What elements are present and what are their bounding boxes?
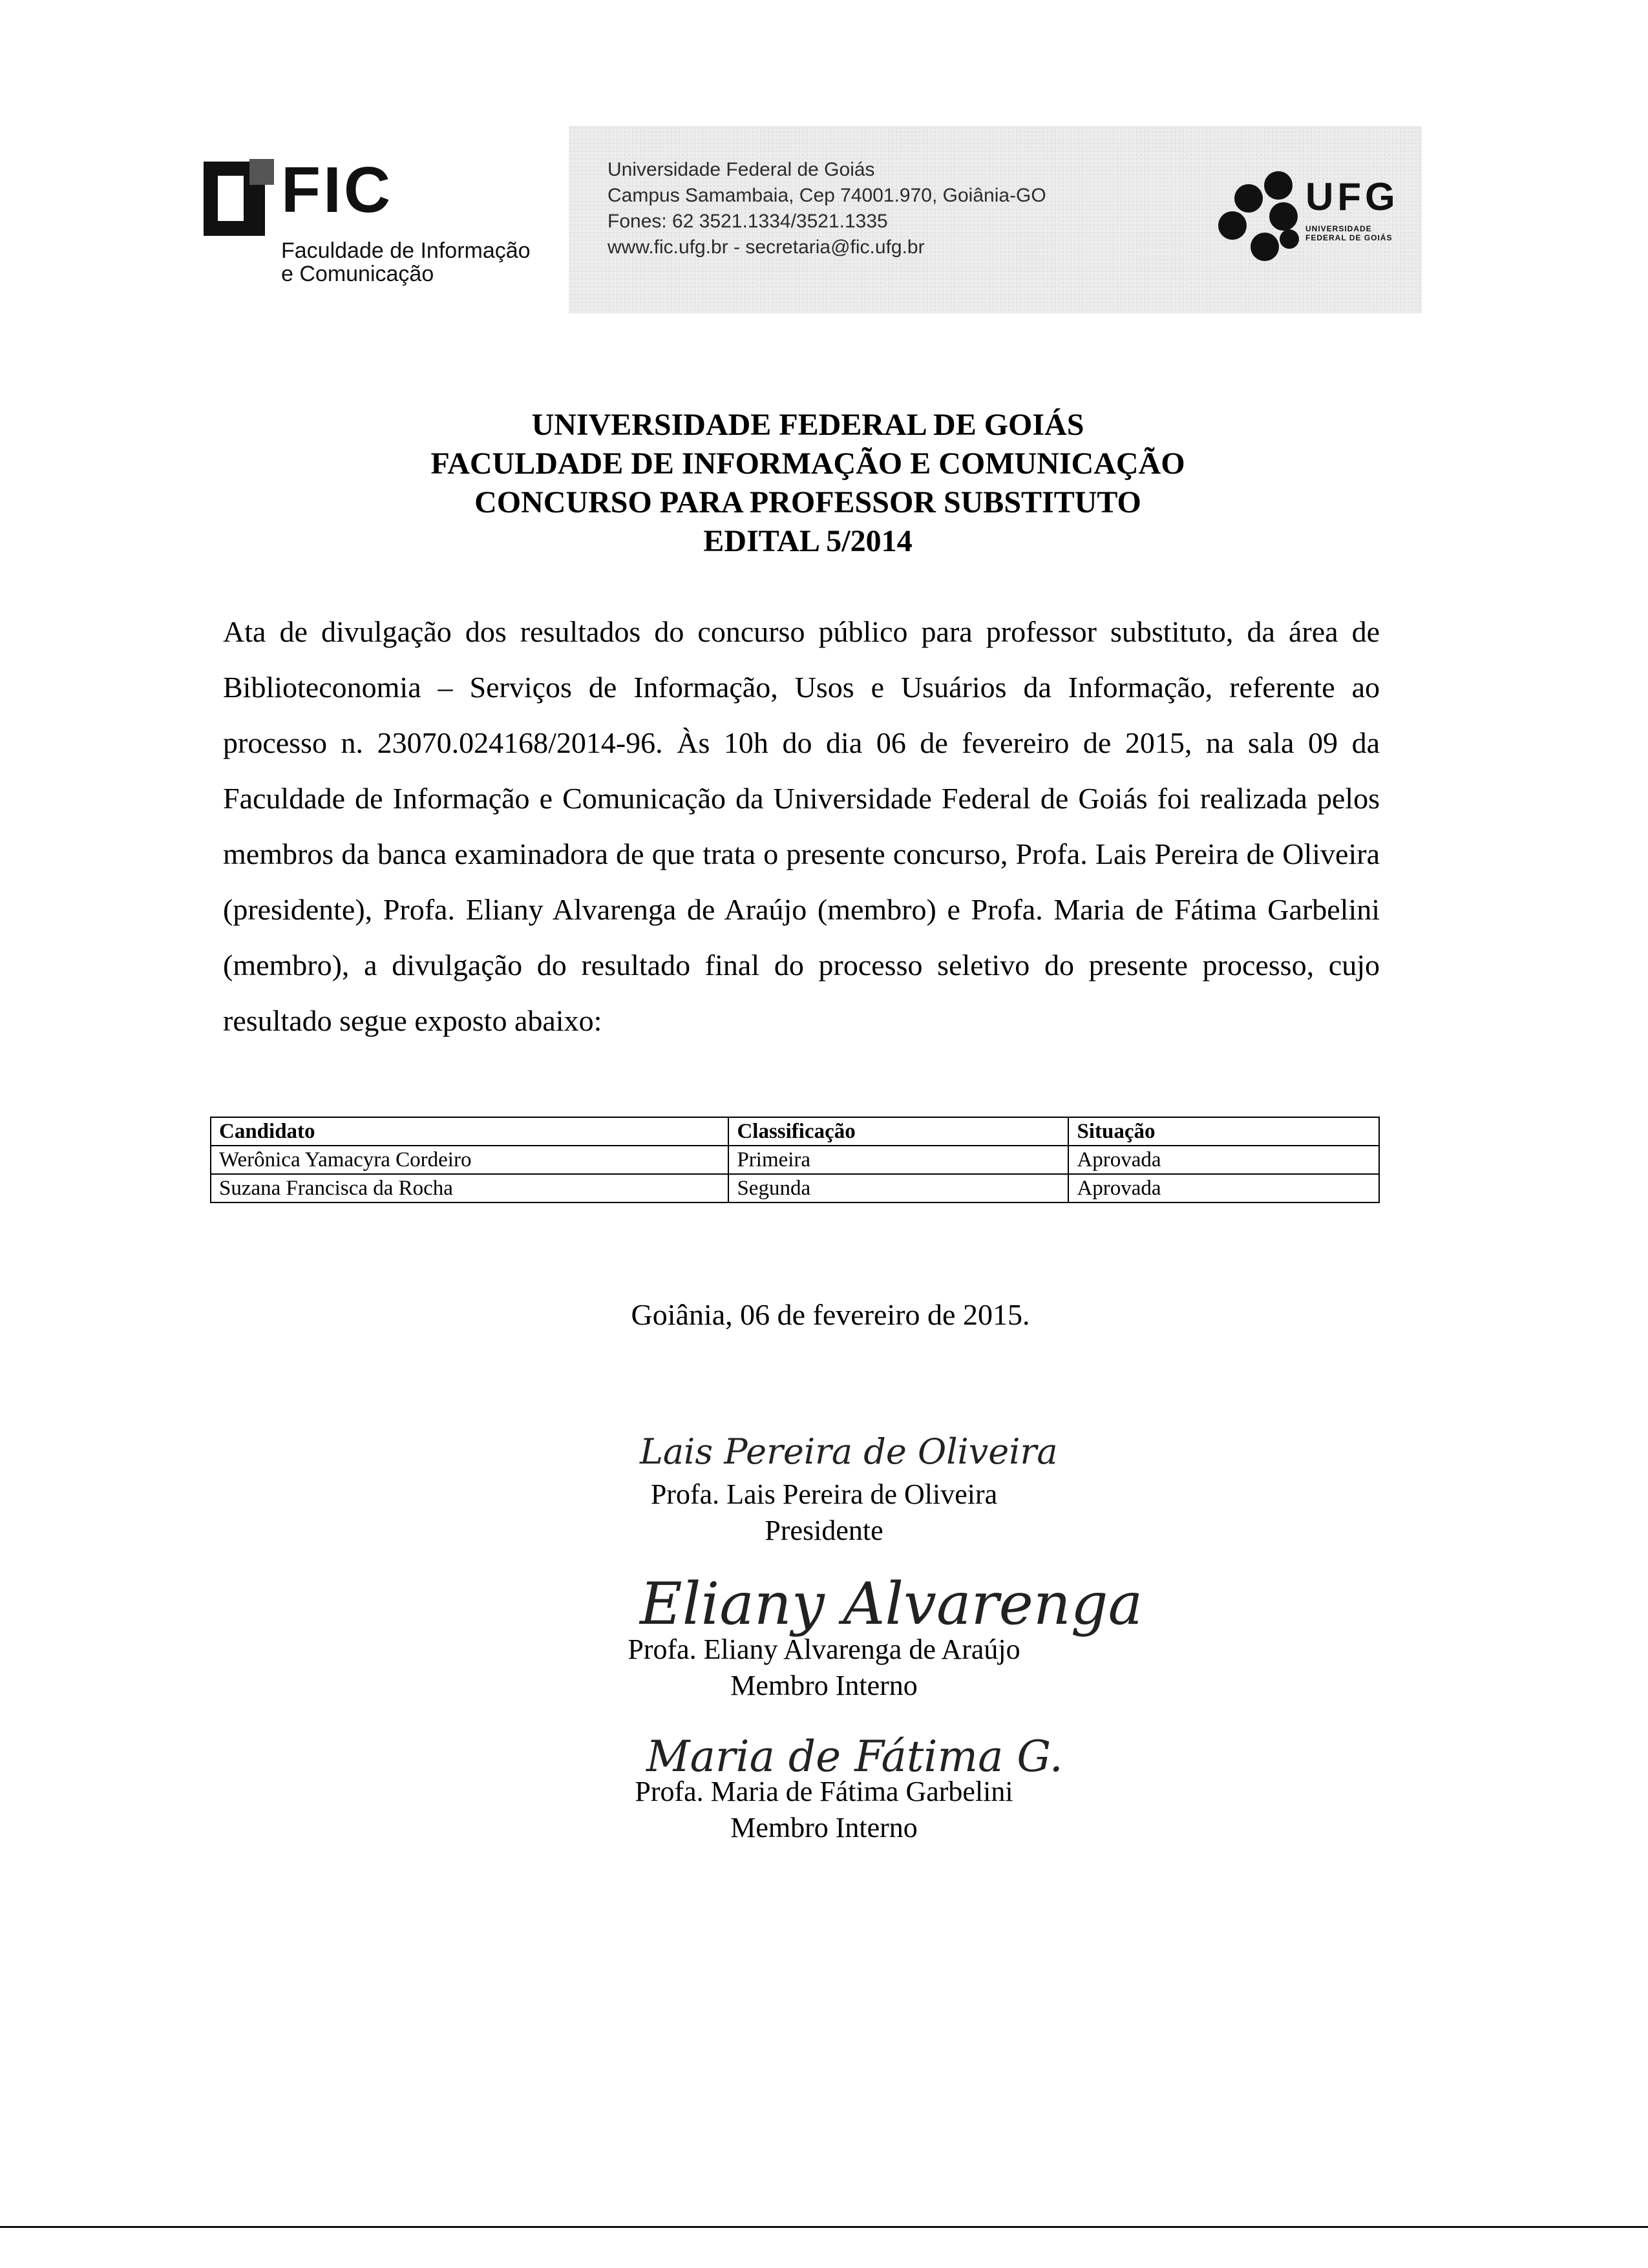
fic-logo-mark-icon (204, 162, 265, 236)
cell-candidate: Suzana Francisca da Rocha (211, 1174, 728, 1202)
address-line-web-email: www.fic.ufg.br - secretaria@fic.ufg.br (607, 236, 925, 258)
cell-candidate: Werônica Yamacyra Cordeiro (211, 1146, 728, 1174)
fic-subtitle-line-2: e Comunicação (281, 262, 434, 286)
signature-handwritten-3: Maria de Fátima G. (646, 1732, 1063, 1781)
fic-logo-name: FIC (281, 154, 394, 226)
signatory-3-role: Membro Interno (730, 1812, 918, 1843)
address-line-university: Universidade Federal de Goiás (607, 159, 875, 180)
cell-status: Aprovada (1068, 1174, 1379, 1202)
place-date: Goiânia, 06 de fevereiro de 2015. (631, 1298, 1030, 1331)
document-title (0, 406, 1648, 561)
signature-handwritten-2: Eliany Alvarenga (640, 1570, 1143, 1638)
signatory-1 (501, 1476, 1147, 1549)
address-line-campus: Campus Samambaia, Cep 74001.970, Goiânia-GO (607, 185, 1046, 206)
table-row (211, 1146, 1379, 1174)
cell-status: Aprovada (1068, 1146, 1379, 1174)
ufg-subtitle-line-1: UNIVERSIDADE (1305, 224, 1372, 233)
results-table (210, 1117, 1380, 1203)
fic-logo (204, 155, 540, 284)
ufg-logo-subtitle (1305, 224, 1392, 242)
signature-handwritten-1: Lais Pereira de Oliveira (640, 1431, 1058, 1472)
fic-subtitle-line-1: Faculdade de Informação (281, 238, 531, 263)
title-line-edital: EDITAL 5/2014 (703, 524, 913, 558)
minutes-paragraph: Ata de divulgação dos resultados do concurso público para professor substituto, da área de Biblioteconomia – Serviços de Informação, Usos e Usuários da Informação, referente ao processo n. 23070.024168/2014-96. Às 10h do dia 06 de fevereiro de 2015, na sala 09 da Faculdade de Informação e Comunicação da Universidade Federal de Goiás foi realizada pelos membros da banca examinadora de que trata o presente concurso, Profa. Lais Pereira de Oliveira (presidente), Profa. Eliany Alvarenga de Araújo (membro) e Profa. Maria de Fátima Garbelini (membro), a divulgação do resultado final do processo seletivo do presente processo, cujo resultado segue exposto abaixo: (223, 615, 1380, 1037)
address-line-phones: Fones: 62 3521.1334/3521.1335 (607, 211, 888, 232)
ufg-logo (1215, 165, 1428, 275)
cell-classification: Primeira (728, 1146, 1068, 1174)
fic-logo-subtitle (281, 239, 531, 286)
signatory-1-role: Presidente (765, 1515, 883, 1546)
signatory-3 (501, 1774, 1147, 1846)
cell-classification: Segunda (728, 1174, 1068, 1202)
signatory-1-name: Profa. Lais Pereira de Oliveira (650, 1478, 998, 1510)
signatory-2-name: Profa. Eliany Alvarenga de Araújo (628, 1633, 1020, 1665)
table-header-row (211, 1117, 1379, 1146)
header-classificacao: Classificação (728, 1117, 1068, 1146)
footer-rule (0, 2226, 1648, 2228)
letterhead-address (607, 157, 1046, 260)
ufg-logo-name: UFG (1305, 175, 1399, 218)
signatory-3-name: Profa. Maria de Fátima Garbelini (635, 1776, 1013, 1807)
title-line-university: UNIVERSIDADE FEDERAL DE GOIÁS (531, 408, 1084, 442)
table-row (211, 1174, 1379, 1202)
title-line-faculty: FACULDADE DE INFORMAÇÃO E COMUNICAÇÃO (430, 446, 1185, 481)
header-candidato: Candidato (211, 1117, 728, 1146)
header-situacao: Situação (1068, 1117, 1379, 1146)
signatory-2-role: Membro Interno (730, 1670, 918, 1701)
title-line-contest: CONCURSO PARA PROFESSOR SUBSTITUTO (474, 485, 1141, 520)
signatory-2 (501, 1632, 1147, 1704)
ufg-subtitle-line-2: FEDERAL DE GOIÁS (1305, 233, 1393, 242)
